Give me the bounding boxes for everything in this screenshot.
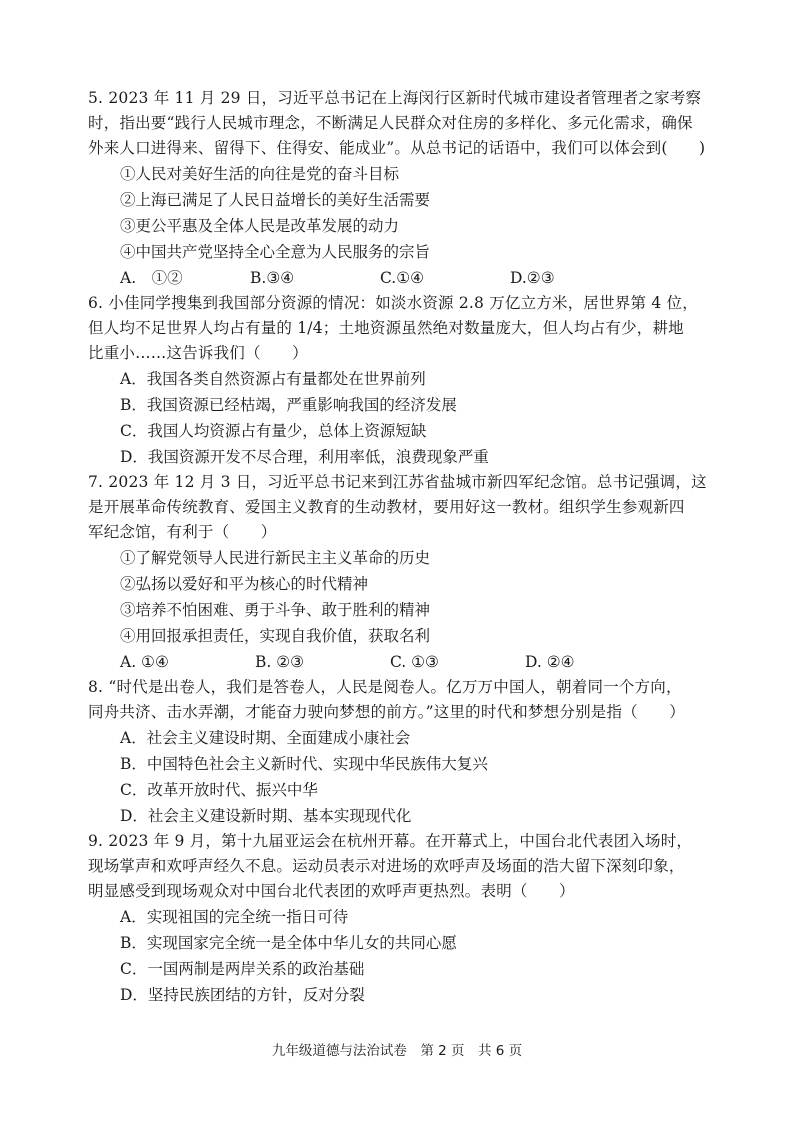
question-5 <box>88 86 706 291</box>
stem-line: 军纪念馆，有利于（ ） <box>88 523 277 541</box>
question-7 <box>88 470 706 675</box>
stem-line: 9. 2023 年 9 月，第十九届亚运会在杭州开幕。在开幕式上，中国台北代表团入场时， <box>88 832 693 850</box>
answer-choices <box>88 265 706 291</box>
choice-b: B. ②③ <box>255 653 305 671</box>
option-a: A．我国各类自然资源占有量都处在世界前列 <box>120 370 426 388</box>
option-c: C．我国人均资源占有量少，总体上资源短缺 <box>120 422 427 440</box>
stem-line: 比重小……这告诉我们（ ） <box>88 344 308 362</box>
choice-d: D.②③ <box>510 269 555 287</box>
statement-item: ③培养不怕困难、勇于斗争、敢于胜利的精神 <box>120 601 431 619</box>
question-5-stem <box>88 86 706 161</box>
option-a: A．社会主义建设时期、全面建成小康社会 <box>120 729 411 747</box>
stem-line: 8. “时代是出卷人，我们是答卷人，人民是阅卷人。亿万万中国人，朝着同一个方向， <box>88 678 682 696</box>
option-b: B．中国特色社会主义新时代、实现中华民族伟大复兴 <box>120 755 488 773</box>
statement-item: ④用回报承担责任，实现自我价值，获取名利 <box>120 627 431 645</box>
option-d: D．社会主义建设新时期、基本实现现代化 <box>120 807 412 825</box>
stem-line: 但人均不足世界人均占有量的 1/4；土地资源虽然绝对数量庞大，但人均占有少，耕地 <box>88 319 684 337</box>
option-d: D．我国资源开发不尽合理，利用率低，浪费现象严重 <box>120 448 489 466</box>
statement-item: ②上海已满足了人民日益增长的美好生活需要 <box>120 191 431 209</box>
option-b: B．实现国家完全统一是全体中华儿女的共同心愿 <box>120 934 457 952</box>
choice-a: A. ①② <box>120 269 183 287</box>
page-footer: 九年级道德与法治试卷 第 2 页 共 6 页 <box>271 1043 523 1059</box>
choice-a: A. ①④ <box>120 653 169 671</box>
statement-item: ④中国共产党坚持全心全意为人民服务的宗旨 <box>120 243 431 261</box>
stem-line: 时，指出要“践行人民城市理念，不断满足人民群众对住房的多样化、多元化需求，确保 <box>88 114 693 132</box>
stem-line: 是开展革命传统教育、爱国主义教育的生动教材，要用好这一教材。组织学生参观新四 <box>88 498 685 516</box>
statement-item: ①了解党领导人民进行新民主主义革命的历史 <box>120 549 431 567</box>
question-6-stem <box>88 291 706 366</box>
stem-line: 同舟共济、击水弄潮，才能奋力驶向梦想的前方。”这里的时代和梦想分别是指（ ） <box>88 703 685 721</box>
choice-b: B.③④ <box>250 269 295 287</box>
stem-line: 6. 小佳同学搜集到我国部分资源的情况：如淡水资源 2.8 万亿立方米，居世界第 4 位， <box>88 294 698 312</box>
choice-d: D. ②④ <box>525 653 575 671</box>
choice-c: C.①④ <box>380 269 425 287</box>
stem-line: 现场掌声和欢呼声经久不息。运动员表示对进场的欢呼声及场面的浩大留下深刻印象， <box>88 857 685 875</box>
question-6 <box>88 291 706 470</box>
option-c: C．一国两制是两岸关系的政治基础 <box>120 960 365 978</box>
answer-choices <box>88 649 706 675</box>
stem-line: 5. 2023 年 11 月 29 日，习近平总书记在上海闵行区新时代城市建设者管理者之家考察 <box>88 89 702 107</box>
choice-c: C. ①③ <box>390 653 439 671</box>
option-a: A．实现祖国的完全统一指日可待 <box>120 908 349 926</box>
question-8 <box>88 675 706 829</box>
option-d: D．坚持民族团结的方针，反对分裂 <box>120 986 365 1004</box>
statement-item: ①人民对美好生活的向往是党的奋斗目标 <box>120 165 400 183</box>
statement-item: ③更公平惠及全体人民是改革发展的动力 <box>120 217 400 235</box>
option-b: B．我国资源已经枯竭，严重影响我国的经济发展 <box>120 396 457 414</box>
stem-line: 7. 2023 年 12 月 3 日，习近平总书记来到江苏省盐城市新四军纪念馆。总书记强调，这 <box>88 473 707 491</box>
option-c: C．改革开放时代、振兴中华 <box>120 781 318 799</box>
statement-item: ②弘扬以爱好和平为核心的时代精神 <box>120 575 369 593</box>
question-8-stem <box>88 675 706 725</box>
question-9 <box>88 829 706 1008</box>
question-9-stem <box>88 829 706 904</box>
stem-line: 外来人口进得来、留得下、住得安、能成业”。从总书记的话语中，我们可以体会到( ) <box>88 139 706 157</box>
question-7-stem <box>88 470 706 545</box>
stem-line: 明显感受到现场观众对中国台北代表团的欢呼声更热烈。表明（ ） <box>88 882 575 900</box>
